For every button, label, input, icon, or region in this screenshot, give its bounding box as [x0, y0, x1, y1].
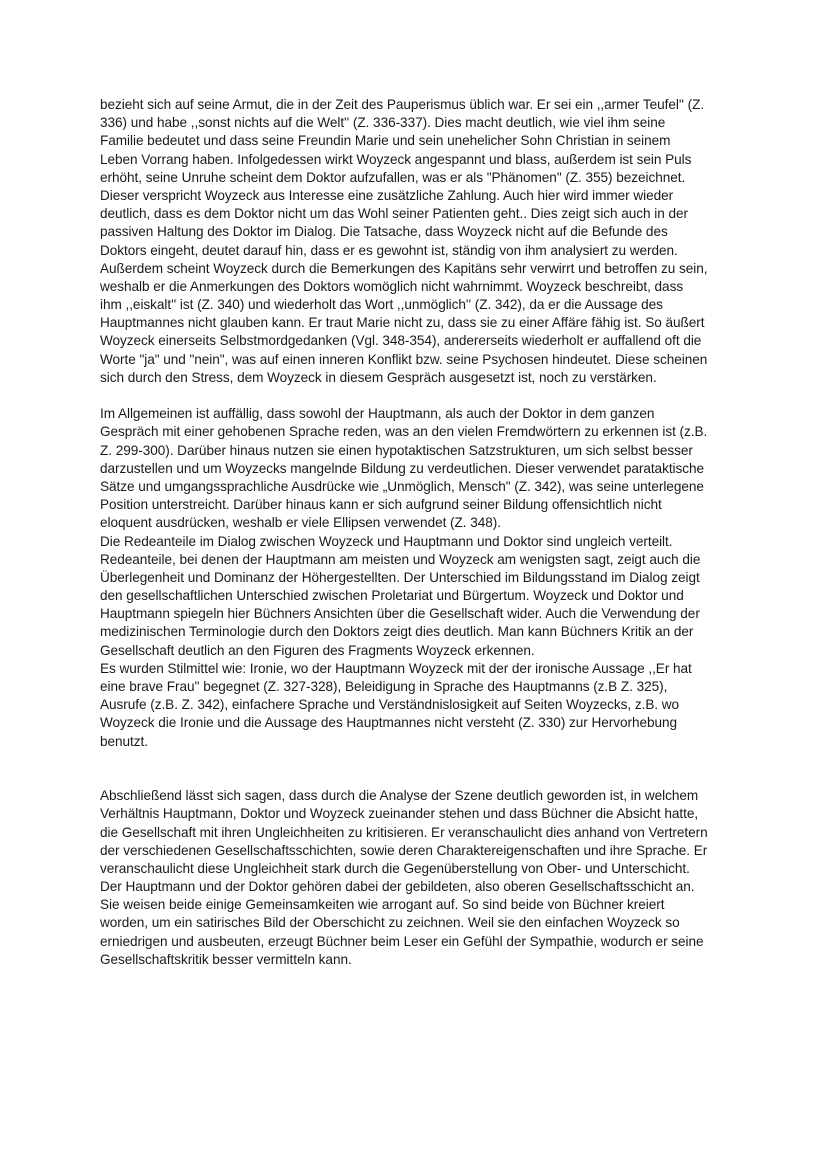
- paragraph-stylistic-devices: [100, 660, 740, 751]
- paragraph-gap: [100, 387, 740, 405]
- text-line: darzustellen und um Woyzecks mangelnde Bildung zu verdeutlichen. Dieser verwendet parataktische: [100, 460, 705, 476]
- text-line: Ausrufe (z.B. Z. 342), einfachere Sprache und Verständnislosigkeit auf Seiten Woyzecks, z.B. wo: [100, 697, 680, 713]
- text-line: Z. 299-300). Darüber hinaus nutzen sie einen hypotaktischen Satzstrukturen, um sich selbst besser: [100, 442, 693, 458]
- text-line: Dieser verspricht Woyzeck aus Interesse eine zusätzliche Zahlung. Auch hier wird immer wieder: [100, 187, 674, 203]
- text-line: worden, um ein satirisches Bild der Oberschicht zu zeichnen. Weil sie den einfachen Woyzeck so: [100, 915, 680, 931]
- text-line: Doktors eingeht, deutet darauf hin, dass er es gewohnt ist, ständig von ihm analysiert zu werden.: [100, 242, 678, 258]
- text-line: Außerdem scheint Woyzeck durch die Bemerkungen des Kapitäns sehr verwirrt und betroffen zu sein,: [100, 260, 708, 276]
- text-line: Hauptmannes nicht glauben kann. Er traut Marie nicht zu, dass sie zu einer Affäre fähig ist. So äußert: [100, 315, 705, 331]
- text-line: Die Redeanteile im Dialog zwischen Woyzeck und Hauptmann und Doktor sind ungleich verteilt.: [100, 533, 673, 549]
- text-line: eine brave Frau'' begegnet (Z. 327-328), Beleidigung in Sprache des Hauptmanns (z.B Z. 325),: [100, 679, 668, 694]
- text-line: benutzt.: [100, 733, 148, 749]
- text-line: Sie weisen beide einige Gemeinsamkeiten wie arrogant auf. So sind beide von Büchner kreiert: [100, 897, 665, 913]
- text-line: Familie bedeutet und dass seine Freundin Marie und sein unehelicher Sohn Christian in seinem: [100, 133, 671, 149]
- text-line: Verhältnis Hauptmann, Doktor und Woyzeck zueinander stehen und dass Büchner die Absicht hatte,: [100, 806, 699, 822]
- text-line: Gesellschaft deutlich an den Figuren des Fragments Woyzeck erkennen.: [100, 642, 535, 658]
- text-line: Gesellschaftskritik besser vermitteln kann.: [100, 951, 352, 967]
- document-page: [100, 96, 740, 969]
- text-line: Position unterstreicht. Darüber hinaus kann er sich aufgrund seiner Bildung offensichtlich nicht: [100, 497, 662, 513]
- text-line: deutlich, dass es dem Doktor nicht um das Wohl seiner Patienten geht.. Dies zeigt sich auch in der: [100, 206, 688, 222]
- paragraph-woyzeck-state: [100, 96, 740, 387]
- text-line: Gespräch mit einer gehobenen Sprache reden, was an den vielen Fremdwörtern zu erkennen ist (z.B.: [100, 424, 708, 440]
- text-line: Im Allgemeinen ist auffällig, dass sowohl der Hauptmann, als auch der Doktor in dem ganzen: [100, 406, 655, 422]
- text-line: der verschiedenen Gesellschaftsschichten, sowie deren Charaktereigenschaften und ihre Sprache. Er: [100, 842, 708, 858]
- paragraph-speech-shares: [100, 533, 740, 660]
- paragraph-conclusion: [100, 787, 740, 969]
- text-line: eloquent ausdrücken, weshalb er viele Ellipsen verwendet (Z. 348).: [100, 515, 501, 531]
- paragraph-language-analysis: [100, 405, 740, 532]
- paragraph-gap: [100, 751, 740, 787]
- text-line: ihm ,,eiskalt'' ist (Z. 340) und wiederholt das Wort ,,unmöglich'' (Z. 342), da er die Aussage des: [100, 297, 663, 313]
- text-line: bezieht sich auf seine Armut, die in der Zeit des Pauperismus üblich war. Er sei ein ,,armer Teufel'' (Z.: [100, 97, 705, 112]
- text-line: erhöht, seine Unruhe scheint dem Doktor aufzufallen, was er als "Phänomen" (Z. 355) bezeichnet.: [100, 169, 686, 185]
- text-line: Woyzeck einerseits Selbstmordgedanken (Vgl. 348-354), andererseits wiederholt er auffallend oft die: [100, 333, 702, 349]
- text-line: passiven Haltung des Doktor im Dialog. Die Tatsache, dass Woyzeck nicht auf die Befunde des: [100, 224, 668, 240]
- text-line: Der Hauptmann und der Doktor gehören dabei der gebildeten, also oberen Gesellschaftsschicht an.: [100, 879, 695, 895]
- text-line: Es wurden Stilmittel wie: Ironie, wo der Hauptmann Woyzeck mit der der ironische Aussage ,,Er hat: [100, 660, 692, 676]
- text-line: Hauptmann spiegeln hier Büchners Ansichten über die Gesellschaft wider. Auch die Verwendung der: [100, 606, 700, 622]
- text-line: medizinischen Terminologie durch den Doktors zeigt dies deutlich. Man kann Büchners Kritik an der: [100, 624, 694, 640]
- text-line: weshalb er die Anmerkungen des Doktors womöglich nicht wahrnimmt. Woyzeck beschreibt, dass: [100, 278, 684, 294]
- text-line: veranschaulicht diese Ungleichheit stark durch die Gegenüberstellung von Ober- und Unterschicht.: [100, 860, 690, 876]
- text-line: Sätze und umgangssprachliche Ausdrücke wie „Unmöglich, Mensch" (Z. 342), was seine unterlegene: [100, 478, 704, 494]
- text-line: 336) und habe ,,sonst nichts auf die Welt'' (Z. 336-337). Dies macht deutlich, wie viel ihm seine: [100, 115, 666, 131]
- text-line: Leben Vorrang haben. Infolgedessen wirkt Woyzeck angespannt und blass, außerdem ist sein Puls: [100, 151, 692, 167]
- text-line: Woyzeck die Ironie und die Aussage des Hauptmannes nicht versteht (Z. 330) zur Hervorhebung: [100, 715, 678, 731]
- text-line: Redeanteile, bei denen der Hauptmann am meisten und Woyzeck am wenigsten sagt, zeigt auch die: [100, 551, 701, 567]
- text-line: erniedrigen und ausbeuten, erzeugt Büchner beim Leser ein Gefühl der Sympathie, wodurch er seine: [100, 933, 704, 949]
- text-line: Abschließend lässt sich sagen, dass durch die Analyse der Szene deutlich geworden ist, in welchem: [100, 788, 699, 804]
- text-line: Überlegenheit und Dominanz der Höhergestellten. Der Unterschied im Bildungsstand im Dialog zeigt: [100, 569, 700, 585]
- text-line: die Gesellschaft mit ihren Ungleichheiten zu kritisieren. Er veranschaulicht dies anhand von Vertretern: [100, 824, 708, 840]
- text-line: sich durch den Stress, dem Woyzeck in diesem Gespräch ausgesetzt ist, noch zu verstärken.: [100, 369, 657, 385]
- text-line: den gesellschaftlichen Unterschied zwischen Proletariat und Bürgertum. Woyzeck und Doktor und: [100, 588, 684, 604]
- text-line: Worte "ja" und "nein", was auf einen inneren Konflikt bzw. seine Psychosen hindeutet. Diese scheinen: [100, 351, 708, 367]
